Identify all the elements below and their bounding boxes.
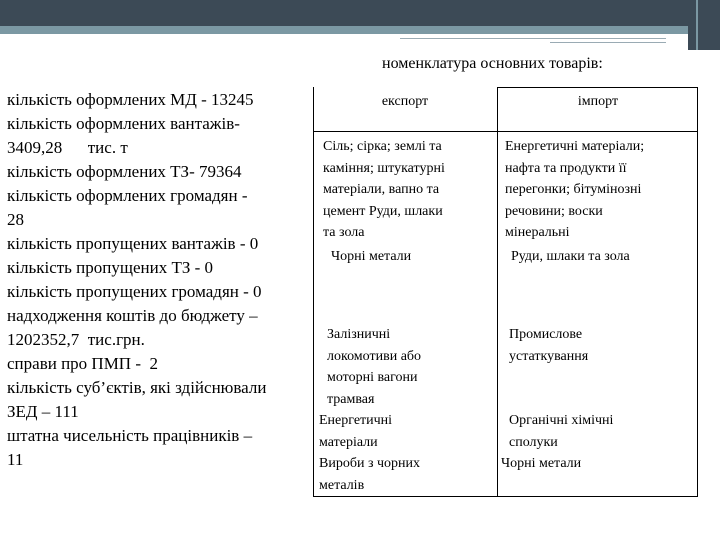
stat-line: кількість пропущених ТЗ - 0 xyxy=(7,258,214,277)
stat-line: кількість суб’єктів, які здійснювали xyxy=(7,378,267,397)
table-border-left xyxy=(313,87,314,497)
stat-line: кількість оформлених МД - 13245 xyxy=(7,90,254,109)
table-border-top xyxy=(497,87,698,88)
table-header-divider xyxy=(313,131,698,132)
corner-decoration xyxy=(688,0,720,50)
decorative-rule-short xyxy=(550,42,666,43)
stat-line: 28 xyxy=(7,210,24,229)
decorative-rule xyxy=(400,38,666,39)
import-goods-group: Енергетичні матеріали; нафта та продукти її перегонки; бітумінозні речовини; воски мінеральні xyxy=(505,139,645,240)
stat-line: 1202352,7 тис.грн. xyxy=(7,330,145,349)
stat-line: кількість оформлених вантажів- xyxy=(7,114,240,133)
import-goods-group: Чорні метали xyxy=(501,456,582,471)
header-bar xyxy=(0,0,720,26)
export-goods-group: Енергетичні матеріали xyxy=(319,413,393,450)
table-border-right xyxy=(697,87,698,497)
header-strip xyxy=(0,26,720,34)
import-goods-group: Руди, шлаки та зола xyxy=(511,249,630,264)
stat-line: справи про ПМП - 2 xyxy=(7,354,158,373)
stat-line: кількість пропущених громадян - 0 xyxy=(7,282,262,301)
stat-line: ЗЕД – 111 xyxy=(7,402,79,421)
stat-line: кількість оформлених ТЗ- 79364 xyxy=(7,162,242,181)
stat-line: кількість оформлених громадян - xyxy=(7,186,248,205)
stat-line: 11 xyxy=(7,450,24,469)
import-goods-group: Промислове устаткування xyxy=(509,327,589,364)
import-column-header: імпорт xyxy=(577,94,619,109)
corner-decoration-line xyxy=(696,0,698,50)
table-border-middle xyxy=(497,87,498,497)
stat-line: штатна чисельність працівників – xyxy=(7,426,253,445)
import-goods-group: Органічні хімічні сполуки xyxy=(509,413,614,450)
table-border-bottom xyxy=(313,496,698,497)
customs-statistics xyxy=(7,88,312,472)
slide-heading: номенклатура основних товарів: xyxy=(382,55,603,72)
export-goods-group: Вироби з чорних металів xyxy=(319,456,421,493)
export-goods-group: Сіль; сірка; землі та каміння; штукатурні матеріали, вапно та цемент Руди, шлаки та зола xyxy=(323,139,445,240)
export-goods-group: Чорні метали xyxy=(331,249,412,264)
stat-line: 3409,28 тис. т xyxy=(7,138,128,157)
export-column-header: експорт xyxy=(381,94,429,109)
export-goods-group: Залізничні локомотиви або моторні вагони трамвая xyxy=(327,327,422,407)
goods-table xyxy=(313,87,698,497)
stat-line: надходження коштів до бюджету – xyxy=(7,306,258,325)
stat-line: кількість пропущених вантажів - 0 xyxy=(7,234,259,253)
